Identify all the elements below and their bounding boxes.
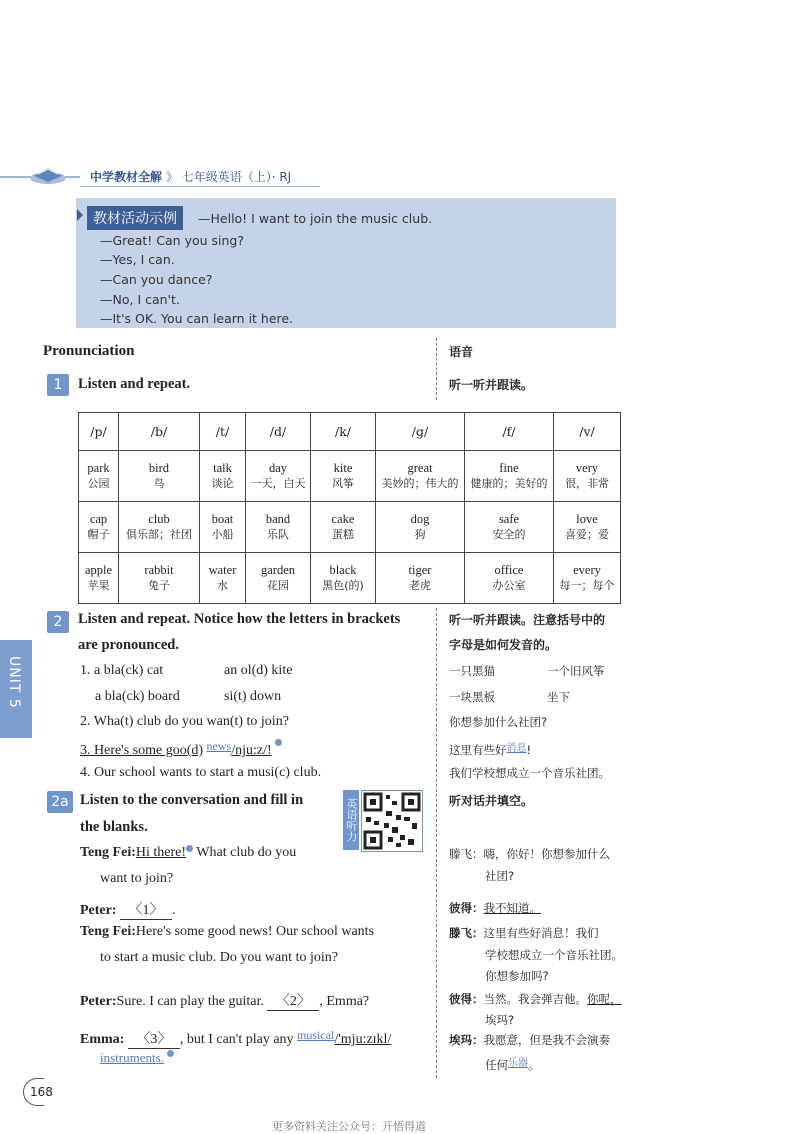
table-header-cell: /p/: [79, 413, 119, 451]
table-header-cell: /f/: [465, 413, 554, 451]
translation-text: 这里有些好: [449, 743, 507, 757]
cell-word: boat: [211, 512, 234, 526]
dialogue-line: [80, 924, 374, 940]
listening-label: 英语听力: [343, 790, 359, 850]
table-cell: [246, 502, 311, 553]
task-badge: 1: [47, 374, 69, 396]
translation: [449, 900, 541, 916]
table-cell: [376, 553, 465, 604]
cell-meaning: 小船: [211, 528, 234, 541]
dialogue-line: [80, 990, 369, 1011]
dialogue-line: to start a music club. Do you want to join?: [100, 950, 338, 965]
task-badge: 2a: [47, 791, 73, 813]
speaker-name: Peter:: [80, 994, 117, 1009]
translation: 一块黑板: [449, 690, 495, 704]
example-item: 4. Our school wants to start a musi(c) club.: [80, 765, 322, 780]
table-cell: [119, 502, 200, 553]
task-title: are pronounced.: [78, 637, 179, 653]
table-cell: [246, 451, 311, 502]
table-cell: [376, 451, 465, 502]
cell-meaning: 健康的；美好的: [470, 477, 548, 490]
table-cell: [200, 451, 246, 502]
example-item: a bla(ck) board: [95, 689, 180, 704]
translation: [449, 1032, 610, 1048]
cell-word: cap: [89, 512, 108, 526]
table-row: [79, 502, 621, 553]
sentence-text: 3. Here's some goo(d): [80, 743, 204, 758]
note-marker-icon: [167, 1050, 174, 1057]
header-title: [90, 168, 291, 185]
dialogue-text: Hi there!: [135, 845, 187, 860]
translation-text: 你呢，: [587, 992, 622, 1006]
cell-word: very: [575, 461, 599, 475]
cell-word: dog: [410, 512, 430, 526]
activity-line: —Great! Can you sing?: [100, 233, 244, 248]
translation-text: 当然。我会弹吉他。: [483, 992, 587, 1006]
cell-word: fine: [499, 461, 519, 475]
cell-word: safe: [498, 512, 520, 526]
cell-word: rabbit: [144, 563, 174, 577]
phonics-table: [78, 412, 621, 604]
phonetic: /'mju:zɪkl/: [334, 1032, 392, 1047]
dialogue-line: want to join?: [100, 871, 174, 886]
footer-note: 更多资料关注公众号：开悟得道: [272, 1120, 426, 1133]
translation: 坐下: [547, 690, 570, 704]
dialogue-line: Peter: 〈1〉 .: [80, 899, 176, 920]
cell-meaning: 一天，白天: [250, 477, 306, 490]
cell-meaning: 安全的: [492, 528, 526, 541]
table-header-cell: /b/: [119, 413, 200, 451]
translation: 一只黑猫: [449, 664, 495, 678]
cell-word: day: [268, 461, 288, 475]
task-title-cn: 听对话并填空。: [449, 794, 534, 808]
translation: 你想参加什么社团?: [449, 715, 548, 729]
translation-text: 我不知道。: [483, 901, 541, 915]
task-title-cn: 听一听并跟读。: [449, 378, 534, 392]
vocab-word: instruments.: [100, 1050, 164, 1065]
translation-text: 。: [528, 1058, 540, 1072]
cell-meaning: 公园: [87, 477, 110, 490]
example-item: [80, 739, 282, 759]
dialogue-line: [100, 1050, 174, 1067]
activity-title: 教材活动示例: [87, 206, 183, 230]
translation: [449, 925, 599, 941]
translation: 一个旧风筝: [547, 664, 605, 678]
translation: 你想参加吗?: [485, 969, 549, 983]
note-marker-icon: [186, 845, 193, 852]
cell-word: love: [576, 512, 598, 526]
speaker-name: Teng Fei:: [80, 845, 136, 860]
dialogue-line: [80, 1028, 391, 1049]
dialogue-text: , Emma?: [319, 994, 370, 1009]
activity-line: —Hello! I want to join the music club.: [198, 211, 433, 226]
activity-line: —Yes, I can.: [100, 252, 175, 267]
table-cell: [311, 451, 376, 502]
cell-meaning: 喜爱；爱: [565, 528, 609, 541]
example-item: 2. Wha(t) club do you wan(t) to join?: [80, 714, 289, 729]
speaker-name: Emma:: [80, 1032, 125, 1047]
speaker-name: Peter:: [80, 903, 117, 918]
dialogue-text: Sure. I can play the guitar.: [116, 994, 264, 1009]
table-cell: [119, 553, 200, 604]
translation-text: 任何: [485, 1058, 508, 1072]
series-name: 中学教材全解: [90, 170, 163, 184]
header-rule: [80, 186, 320, 187]
cell-word: garden: [260, 563, 295, 577]
cell-meaning: 乐队: [267, 528, 289, 541]
activity-line: —No, I can't.: [100, 292, 180, 307]
vocab-word-cn: 消息: [506, 743, 527, 754]
speaker-name-cn: 滕飞：: [449, 926, 484, 940]
cell-meaning: 水: [217, 579, 228, 592]
cell-word: band: [265, 512, 291, 526]
translation: 社团?: [485, 869, 515, 883]
example-item: si(t) down: [224, 689, 282, 704]
table-cell: [465, 502, 554, 553]
task-title: the blanks.: [80, 819, 148, 835]
table-cell: [465, 451, 554, 502]
column-divider: [436, 608, 437, 1078]
translation-text: 这里有些好消息！我们: [483, 926, 599, 940]
answer-blank[interactable]: 〈1〉: [120, 899, 172, 920]
dialogue-text: What club do you: [196, 845, 297, 860]
cell-meaning: 蛋糕: [332, 528, 354, 541]
translation: [449, 739, 531, 758]
activity-line: —It's OK. You can learn it here.: [100, 311, 294, 326]
table-cell: [376, 502, 465, 553]
dialogue-text: , but I can't play any: [179, 1032, 294, 1047]
section-title: Pronunciation: [43, 343, 135, 359]
translation: 埃玛?: [485, 1013, 515, 1027]
cell-word: bird: [148, 461, 170, 475]
cell-word: club: [148, 512, 170, 526]
cell-word: great: [407, 461, 433, 475]
cell-word: office: [494, 563, 524, 577]
table-header-cell: /k/: [311, 413, 376, 451]
dialogue-text: Here's some good news! Our school wants: [135, 924, 375, 939]
translation: 我们学校想成立一个音乐社团。: [449, 766, 610, 780]
book-logo-icon: [28, 160, 68, 186]
qr-code-icon[interactable]: [361, 790, 423, 852]
table-cell: [311, 502, 376, 553]
cell-word: park: [87, 461, 110, 475]
cell-word: every: [573, 563, 601, 577]
cell-meaning: 俱乐部；社团: [126, 528, 192, 541]
column-divider: [436, 338, 437, 400]
table-header-cell: /t/: [200, 413, 246, 451]
vocab-word: musical: [297, 1028, 335, 1042]
note-marker-icon: [275, 739, 282, 746]
task-title: Listen to the conversation and fill in: [80, 792, 304, 808]
task-title: Listen and repeat.: [78, 376, 191, 392]
speaker-name: Teng Fei:: [80, 924, 136, 939]
cell-meaning: 花园: [267, 579, 289, 592]
cell-meaning: 每一；每个: [559, 579, 615, 592]
speaker-name-cn: 彼得：: [449, 992, 484, 1006]
cell-meaning: 风筝: [332, 477, 354, 490]
example-item: an ol(d) kite: [224, 663, 293, 678]
cell-meaning: 老虎: [409, 579, 431, 592]
task-badge: 2: [47, 611, 69, 633]
table-cell: [119, 451, 200, 502]
page-number: 168: [30, 1085, 53, 1099]
table-header-row: [79, 413, 621, 451]
cell-word: water: [208, 563, 237, 577]
header-separator: 》: [165, 170, 178, 184]
cell-word: apple: [84, 563, 113, 577]
translation: 滕飞：嗨，你好！你想参加什么: [449, 847, 610, 861]
cell-word: tiger: [408, 563, 432, 577]
answer-blank[interactable]: 〈2〉: [267, 990, 319, 1011]
phonetic: /nju:z/!: [231, 743, 272, 758]
unit-label: UNIT 5: [6, 656, 22, 709]
speaker-name-cn: 埃玛：: [449, 1033, 484, 1047]
cell-meaning: 很，非常: [565, 477, 609, 490]
table-cell: [465, 553, 554, 604]
table-header-cell: /v/: [554, 413, 621, 451]
cell-meaning: 苹果: [87, 579, 110, 592]
cell-meaning: 狗: [414, 528, 426, 541]
task-title-cn: 字母是如何发音的。: [449, 638, 558, 652]
table-cell: [554, 553, 621, 604]
cell-meaning: 谈论: [211, 477, 234, 490]
table-cell: [554, 502, 621, 553]
table-cell: [246, 553, 311, 604]
table-cell: [554, 451, 621, 502]
translation-text: 我愿意，但是我不会演奏: [483, 1033, 610, 1047]
cell-word: talk: [213, 461, 232, 475]
cell-meaning: 美妙的；伟大的: [381, 477, 459, 490]
table-cell: [200, 502, 246, 553]
table-header-cell: /d/: [246, 413, 311, 451]
table-header-cell: /g/: [376, 413, 465, 451]
table-cell: [79, 553, 119, 604]
task-title: Listen and repeat. Notice how the letters in brackets: [78, 611, 401, 627]
answer-blank[interactable]: 〈3〉: [128, 1028, 180, 1049]
translation: [449, 991, 622, 1007]
cell-meaning: 帽子: [87, 528, 110, 541]
table-row: [79, 553, 621, 604]
vocab-word: news: [206, 739, 232, 753]
table-cell: [79, 451, 119, 502]
dialogue-line: [80, 845, 296, 861]
translation: 学校想成立一个音乐社团。: [485, 948, 623, 962]
cell-meaning: 兔子: [148, 579, 170, 592]
cell-word: black: [329, 563, 357, 577]
book-subtitle: 七年级英语（上）· RJ: [181, 170, 292, 184]
table-cell: [79, 502, 119, 553]
cell-word: kite: [333, 461, 353, 475]
speaker-name-cn: 彼得：: [449, 901, 484, 915]
activity-line: —Can you dance?: [100, 272, 213, 287]
task-title-cn: 听一听并跟读。注意括号中的: [449, 613, 606, 627]
example-item: 1. a bla(ck) cat: [80, 663, 164, 678]
cell-word: cake: [331, 512, 355, 526]
table-cell: [200, 553, 246, 604]
translation-text: !: [526, 743, 532, 757]
cell-meaning: 鸟: [153, 477, 165, 490]
chevron-right-icon: [77, 209, 83, 221]
cell-meaning: 办公室: [492, 579, 526, 592]
section-title-cn: 语音: [449, 345, 474, 359]
table-cell: [311, 553, 376, 604]
cell-meaning: 黑色(的): [322, 579, 364, 592]
vocab-word-cn: 乐器: [508, 1058, 528, 1069]
translation: [485, 1054, 540, 1073]
table-row: [79, 451, 621, 502]
